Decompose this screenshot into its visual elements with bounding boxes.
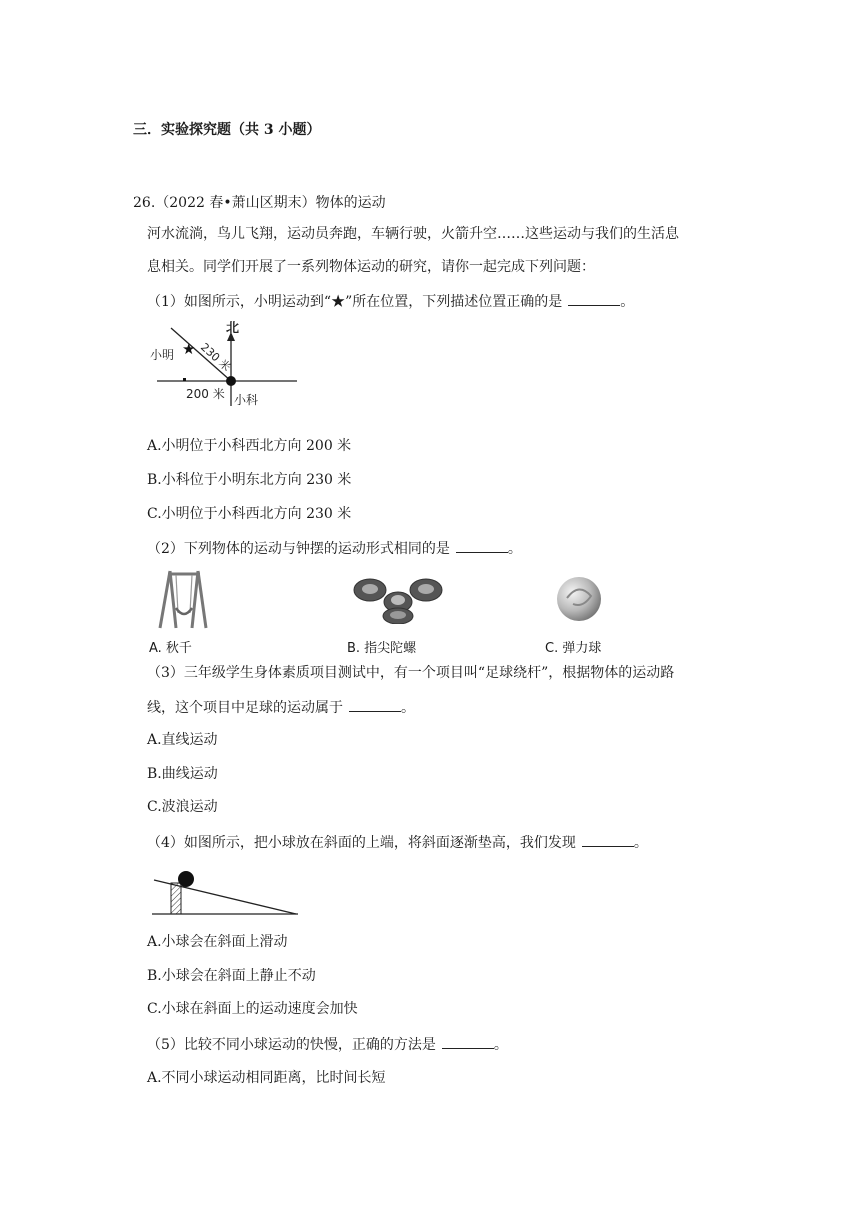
part5-option-a[interactable]: A.不同小球运动相同距离，比时间长短 [147, 1070, 386, 1086]
fidget-spinner-image [350, 574, 446, 624]
part2-prompt-text: （2）下列物体的运动与钟摆的运动形式相同的是 [147, 541, 450, 557]
north-label: 北 [226, 321, 240, 336]
question-source: （2022 春•萧山区期末）物体的运动 [155, 195, 386, 211]
part1-end: 。 [620, 294, 635, 310]
part4-prompt [147, 832, 648, 853]
part2-prompt [147, 538, 522, 559]
ball [178, 871, 194, 887]
part3-prompt-line-2 [147, 697, 415, 718]
part1-prompt-text: （1）如图所示，小明运动到“★”所在位置，下列描述位置正确的是 [147, 294, 563, 310]
section-title: 三．实验探究题（共 3 小题） [133, 122, 321, 138]
part3-option-a[interactable]: A.直线运动 [147, 732, 218, 748]
position-marker [183, 378, 186, 381]
part4-option-b[interactable]: B.小球会在斜面上静止不动 [147, 968, 316, 984]
incline-figure [150, 866, 302, 918]
part4-option-c[interactable]: C.小球在斜面上的运动速度会加快 [147, 1001, 358, 1017]
caption-bouncy-ball: C. 弹力球 [545, 641, 602, 656]
support-block [171, 883, 181, 914]
answer-blank[interactable] [456, 538, 508, 553]
xiaoming-label: 小明 [150, 348, 175, 362]
question-header [133, 193, 386, 213]
part3-prompt-line-1: （3）三年级学生身体素质项目测试中，有一个项目叫“足球绕杆”，根据物体的运动路 [147, 665, 675, 681]
part1-option-c[interactable]: C.小明位于小科西北方向 230 米 [147, 506, 352, 522]
part5-prompt-text: （5）比较不同小球运动的快慢，正确的方法是 [147, 1037, 436, 1053]
part4-end: 。 [633, 835, 648, 851]
bouncy-ball-image [555, 574, 603, 624]
part4-option-a[interactable]: A.小球会在斜面上滑动 [147, 934, 288, 950]
part1-prompt [147, 291, 634, 312]
horizontal-distance-label: 200 米 [186, 387, 225, 401]
answer-blank[interactable] [349, 697, 401, 712]
part1-option-b[interactable]: B.小科位于小明东北方向 230 米 [147, 472, 352, 488]
answer-blank[interactable] [442, 1034, 494, 1049]
question-number: 26. [133, 195, 156, 211]
caption-fidget-spinner: B. 指尖陀螺 [347, 641, 417, 656]
part3-option-c[interactable]: C.波浪运动 [147, 799, 218, 815]
answer-blank[interactable] [582, 832, 634, 847]
caption-swing: A. 秋千 [149, 641, 192, 656]
part5-end: 。 [493, 1037, 508, 1053]
swing-image [152, 568, 212, 630]
part1-option-a[interactable]: A.小明位于小科西北方向 200 米 [147, 438, 352, 454]
part4-prompt-text: （4）如图所示，把小球放在斜面的上端，将斜面逐渐垫高，我们发现 [147, 835, 576, 851]
part3-end: 。 [401, 700, 415, 716]
diagonal-distance-label: 230 米 [197, 340, 234, 374]
part3-option-b[interactable]: B.曲线运动 [147, 766, 218, 782]
part2-end: 。 [507, 541, 522, 557]
part3-prompt-text: 线，这个项目中足球的运动属于 [147, 700, 343, 716]
star-icon: ★ [182, 340, 196, 358]
xiaoke-dot [226, 376, 236, 386]
xiaoke-label: 小科 [234, 393, 259, 407]
intro-line-2: 息相关。同学们开展了一系列物体运动的研究，请你一起完成下列问题： [147, 259, 595, 275]
direction-map-figure [148, 318, 304, 408]
intro-line-1: 河水流淌，鸟儿飞翔，运动员奔跑，车辆行驶，火箭升空……这些运动与我们的生活息 [147, 226, 679, 242]
part5-prompt [147, 1034, 508, 1055]
answer-blank[interactable] [568, 291, 620, 306]
